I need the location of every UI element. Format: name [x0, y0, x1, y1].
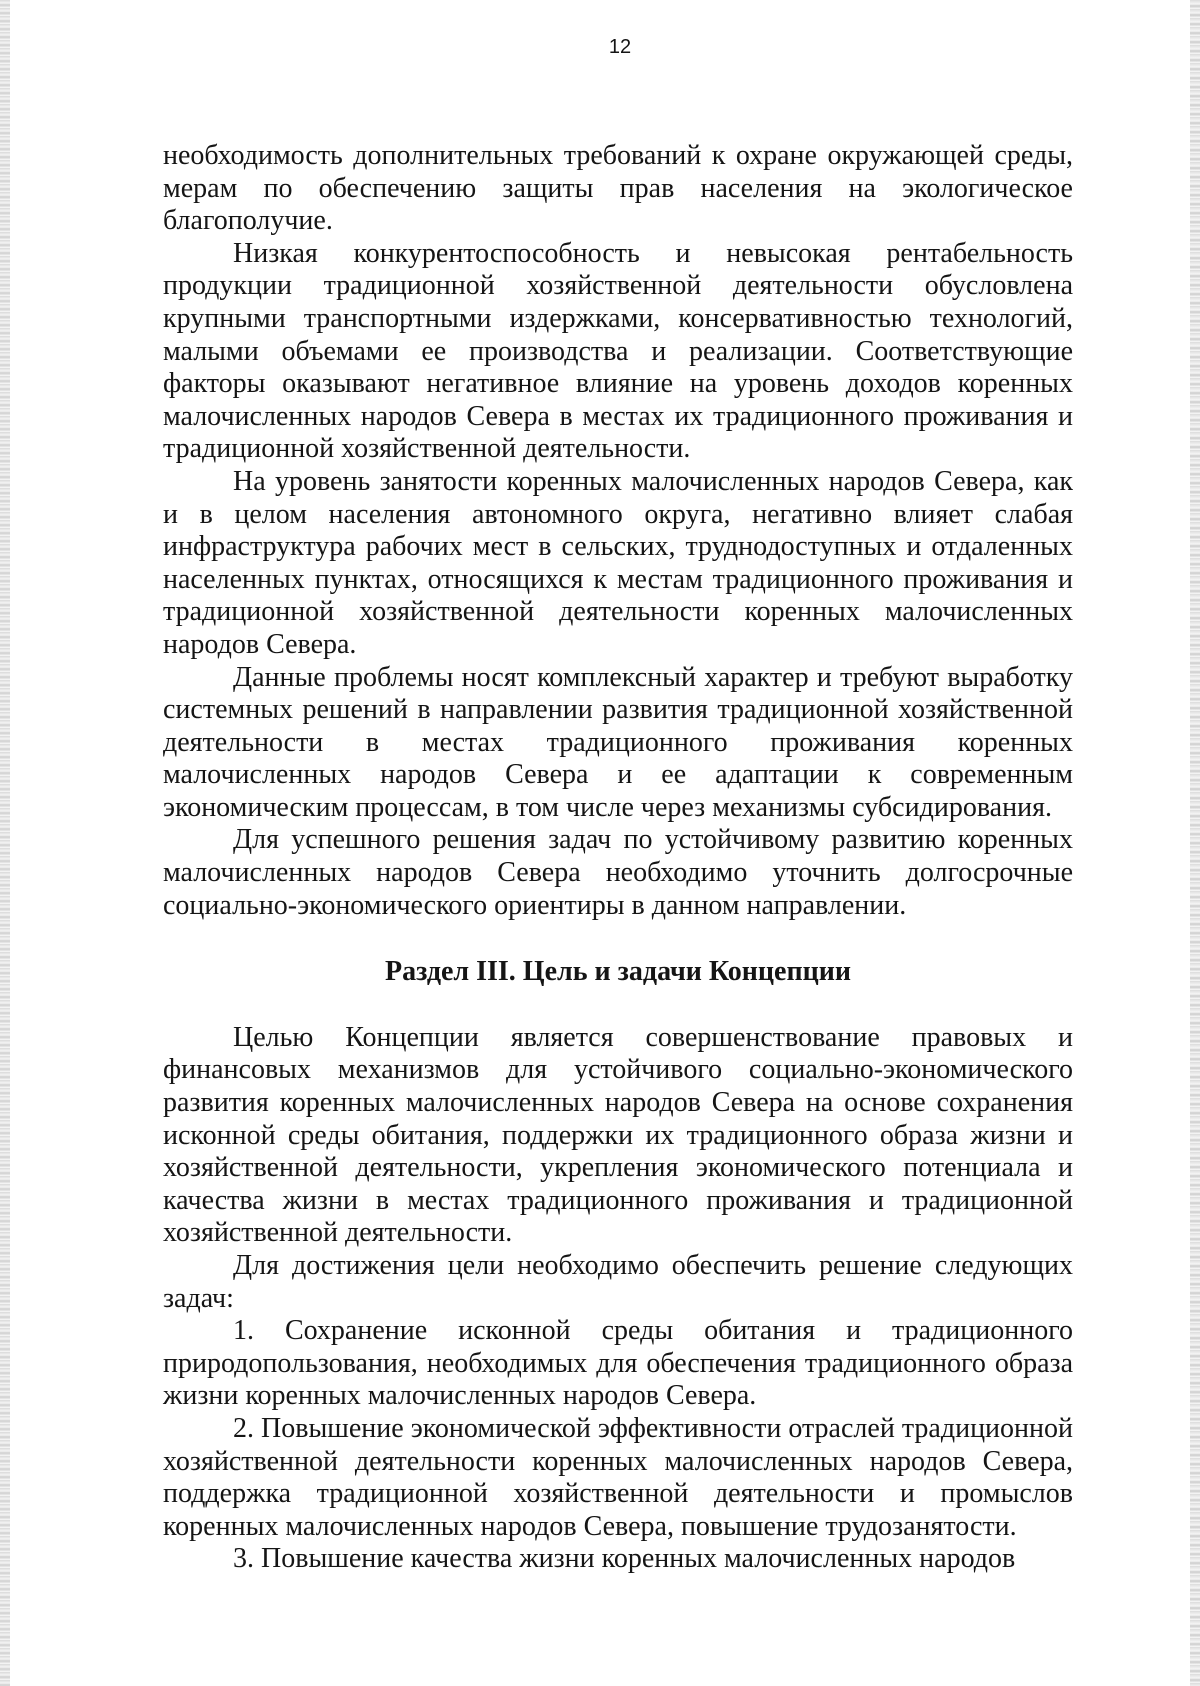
task-item-3: 3. Повышение качества жизни коренных малочисленных народов — [233, 1543, 1016, 1575]
paragraph: Данные проблемы носят комплексный характер и требуют выработку системных решений в направлении развития традиционной хозяйственной деятельности в местах традиционного проживания коренных малочисленных народов Севера и ее адаптации к современным экономическим процессам, в том числе через механизмы субсидирования. — [163, 661, 1073, 823]
page-number: 12 — [608, 36, 632, 58]
paragraph: Для успешного решения задач по устойчивому развитию коренных малочисленных народов Севера необходимо уточнить долгосрочные социально-экономического ориентиры в данном направлении. — [163, 824, 1073, 921]
document-body — [163, 140, 1073, 1576]
task-item-2: 2. Повышение экономической эффективности отраслей традиционной хозяйственной деятельности коренных малочисленных народов Севера, поддержка традиционной хозяйственной деятельности и промыслов коренных малочисленных народов Севера, повышение трудозанятости. — [163, 1412, 1073, 1542]
paragraph: Для достижения цели необходимо обеспечить решение следующих задач: — [163, 1250, 1073, 1314]
scan-edge-right — [1190, 0, 1200, 1686]
section-heading: Раздел III. Цель и задачи Концепции — [384, 956, 852, 988]
paragraph-continuation: необходимость дополнительных требований к охране окружающей среды, мерам по обеспечению защиты прав населения на экологическое благополучие. — [163, 140, 1073, 237]
paragraph: Целью Концепции является совершенствование правовых и финансовых механизмов для устойчивого социально-экономического развития коренных малочисленных народов Севера на основе сохранения исконной среды обитания, поддержки их традиционного образа жизни и хозяйственной деятельности, укрепления экономического потенциала и качества жизни в местах традиционного проживания и традиционной хозяйственной деятельности. — [163, 1021, 1073, 1249]
scan-edge-left — [0, 0, 10, 1686]
paragraph: Низкая конкурентоспособность и невысокая рентабельность продукции традиционной хозяйственной деятельности обусловлена крупными транспортными издержками, консервативностью технологий, малыми объемами ее производства и реализации. Соответствующие факторы оказывают негативное влияние на уровень доходов коренных малочисленных народов Севера в местах их традиционного проживания и традиционной хозяйственной деятельности. — [163, 237, 1073, 465]
task-item-1: 1. Сохранение исконной среды обитания и традиционного природопользования, необходимых для обеспечения традиционного образа жизни коренных малочисленных народов Севера. — [163, 1315, 1073, 1412]
paragraph: На уровень занятости коренных малочисленных народов Севера, как и в целом населения автономного округа, негативно влияет слабая инфраструктура рабочих мест в сельских, труднодоступных и отдаленных населенных пунктах, относящихся к местам традиционного проживания и традиционной хозяйственной деятельности коренных малочисленных народов Севера. — [163, 465, 1073, 660]
